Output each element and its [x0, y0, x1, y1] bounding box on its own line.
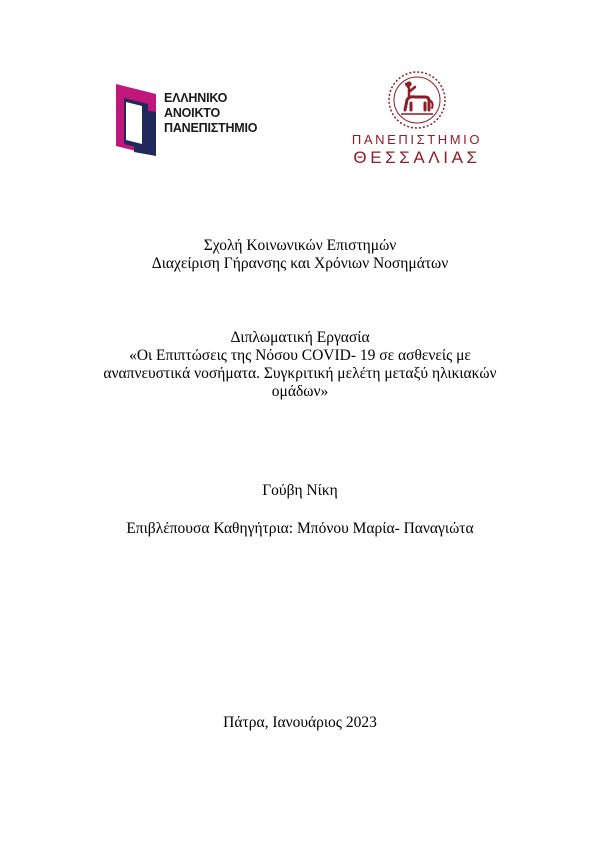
centaur-seal-icon	[387, 70, 447, 130]
thesis-block	[0, 329, 600, 401]
eap-logo-line: ΠΑΝΕΠΙΣΤΗΜΙΟ	[164, 121, 258, 135]
logos-header	[0, 0, 600, 200]
hellenic-open-university-logo	[116, 84, 276, 160]
school-block	[0, 237, 600, 273]
thesis-type: Διπλωματική Εργασία	[230, 329, 370, 346]
program-name: Διαχείριση Γήρανσης και Χρόνιων Νοσημάτων	[151, 255, 449, 272]
book-emblem-icon	[116, 84, 162, 156]
uth-logo-line-2: ΘΕΣΣΑΛΙΑΣ	[353, 148, 481, 167]
eap-logo-line: ΕΛΛΗΝΙΚΟ	[164, 91, 228, 105]
supervisor-line: Επιβλέπουσα Καθηγήτρια: Μπόνου Μαρία- Παναγιώτα	[126, 520, 474, 537]
eap-logo-line: ΑΝΟΙΚΤΟ	[164, 106, 221, 120]
eap-logo-text	[164, 91, 257, 136]
thesis-title-line: αναπνευστικά νοσήματα. Συγκριτική μελέτη μεταξύ ηλικιακών	[103, 365, 497, 382]
uth-logo-line-1: ΠΑΝΕΠΙΣΤΗΜΙΟ	[351, 132, 483, 147]
author-name: Γούβη Νίκη	[262, 482, 338, 499]
place-date: Πάτρα, Ιανουάριος 2023	[223, 714, 377, 731]
university-of-thessaly-logo	[340, 70, 500, 170]
thesis-title-line: ομάδων»	[271, 383, 329, 400]
school-name: Σχολή Κοινωνικών Επιστημών	[203, 237, 397, 254]
thesis-title-line: «Οι Επιπτώσεις της Νόσου COVID- 19 σε ασθενείς με	[129, 347, 471, 364]
